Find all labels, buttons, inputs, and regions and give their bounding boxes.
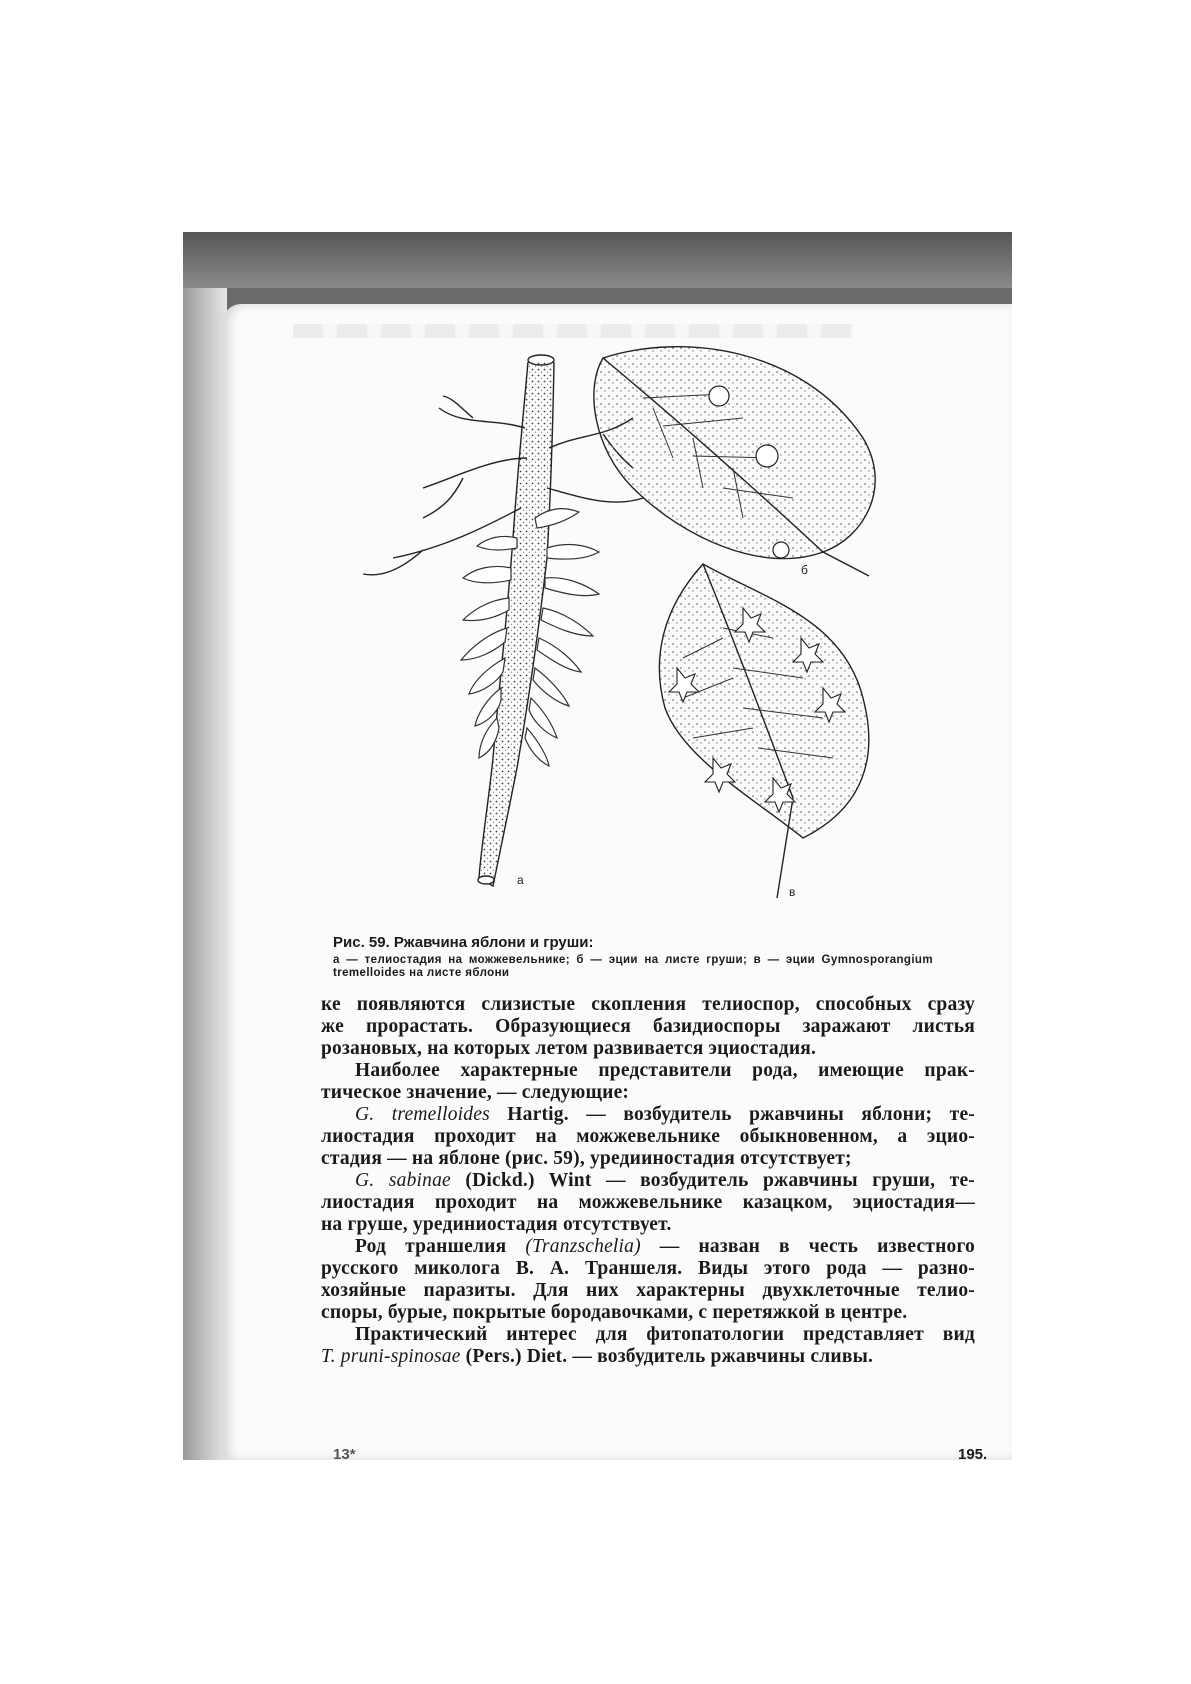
- page-number: 195.: [958, 1446, 988, 1463]
- text-line: розановых, на которых летом развивается эциостадия.: [321, 1038, 817, 1059]
- text-line: на груше, урединиостадия отсутствует.: [321, 1214, 672, 1235]
- paragraph-5: [321, 1236, 975, 1324]
- show-through-text: [293, 324, 853, 338]
- genus-name: (Tranzschelia): [525, 1236, 641, 1257]
- scanned-page: [183, 232, 1012, 1463]
- text-line: стадия — на яблоне (рис. 59), уредииностадия отсутствует;: [321, 1148, 852, 1169]
- paragraph-3: [321, 1104, 975, 1170]
- text-fragment: (Dickd.) Wint — возбудитель ржавчины груши, те-: [450, 1170, 975, 1191]
- book-spine: [183, 288, 227, 1460]
- text-fragment: — назван в честь известного: [640, 1236, 975, 1257]
- species-name: G. sabinae: [355, 1170, 451, 1191]
- text-line: же прорастать. Образующиеся базидиоспоры заражают листья: [321, 1016, 975, 1037]
- text-line: хозяйные паразиты. Для них характерны двухклеточные телио-: [321, 1280, 975, 1301]
- body-text: [321, 994, 975, 1368]
- text-fragment: Род траншелия: [355, 1236, 526, 1257]
- paragraph-6: [321, 1324, 975, 1368]
- text-line: Наиболее характерные представители рода, имеющие прак-: [355, 1060, 975, 1081]
- text-line: Практический интерес для фитопатологии представляет вид: [355, 1324, 975, 1345]
- text-line: [321, 1346, 975, 1368]
- paragraph-2: [321, 1060, 975, 1104]
- species-name: T. pruni-spinosae: [321, 1346, 461, 1367]
- text-fragment: Hartig. — возбудитель ржавчины яблони; те-: [489, 1104, 975, 1125]
- apple-leaf-drawing: [659, 564, 868, 899]
- caption-body: а — телиостадия на можжевельнике; б — эции на листе груши; в — эции Gymnosporangium tremelloides на листе яблони: [333, 954, 933, 979]
- label-v: в: [789, 885, 796, 899]
- text-line: русского миколога В. А. Траншеля. Виды этого рода — разно-: [321, 1258, 975, 1279]
- text-line: тическое значение, — следующие:: [321, 1082, 630, 1103]
- page-paper: [223, 304, 1012, 1463]
- text-line: [321, 1170, 975, 1192]
- text-fragment: (Pers.) Diet. — возбудитель ржавчины сливы.: [460, 1346, 874, 1367]
- paragraph-1: [321, 994, 975, 1060]
- species-name: G. tremelloides: [355, 1104, 490, 1125]
- caption-title: Рис. 59. Ржавчина яблони и груши:: [333, 934, 594, 951]
- text-line: лиостадия проходит на можжевельнике обыкновенном, а эцио-: [321, 1126, 975, 1147]
- signature-mark: 13*: [333, 1446, 356, 1463]
- text-line: лиостадия проходит на можжевельнике казацком, эциостадия—: [321, 1192, 975, 1213]
- scan-top-shadow: [183, 232, 1012, 288]
- text-line: [321, 1104, 975, 1126]
- paragraph-4: [321, 1170, 975, 1236]
- text-line: [321, 1236, 975, 1258]
- text-line: ке появляются слизистые скопления телиоспор, способных сразу: [321, 994, 975, 1015]
- text-line: споры, бурые, покрытые бородавочками, с перетяжкой в центре.: [321, 1302, 908, 1323]
- label-a: а: [517, 873, 524, 887]
- figure-caption: [333, 934, 933, 980]
- label-b: б: [801, 563, 808, 577]
- pear-leaf-drawing: [594, 347, 875, 577]
- figure-illustration: [303, 338, 953, 922]
